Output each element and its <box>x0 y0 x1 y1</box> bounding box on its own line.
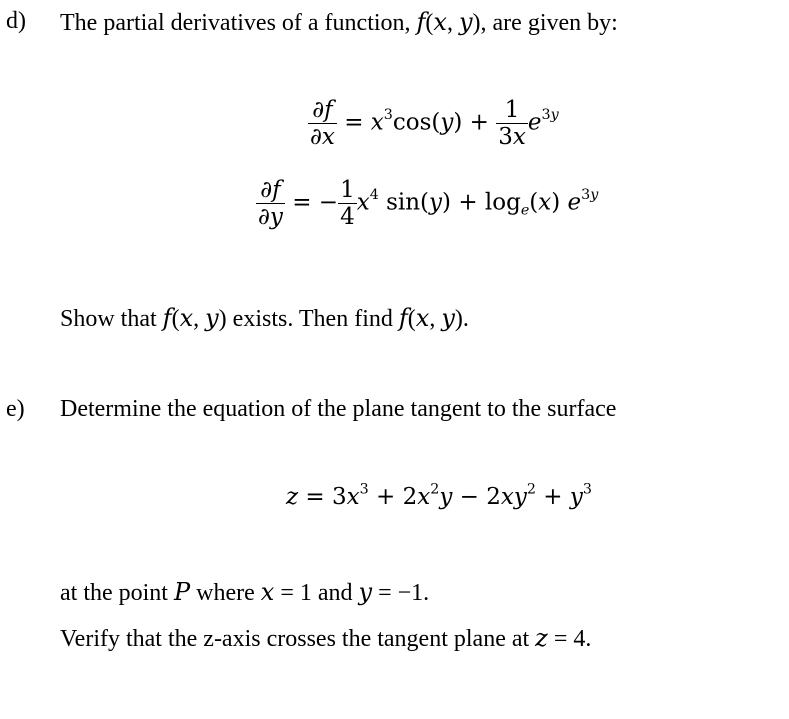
equation-df-dx: $\frac{\partial f}{\partial x}$ = $x^3\cos(y)$ + $\frac{1}{3x}$ $e^{3y}$ <box>310 97 559 151</box>
part-d-label: d) <box>6 8 26 34</box>
part-d-task: Show that f(x, y) exists. Then find f(x, y). <box>60 304 469 332</box>
part-d-intro: The partial derivatives of a function, f(x, y), are given by: <box>60 8 618 36</box>
fraction-df-dy: $\frac{\partial f}{\partial y}$ <box>258 177 283 231</box>
verify-text: Verify that the z-axis crosses the tangent plane at z = 4. <box>60 624 592 652</box>
fraction-df-dx: $\frac{\partial f}{\partial x}$ <box>310 97 335 151</box>
surface-equation: $z = 3x^3 + 2x^2y - 2xy^2 + y^3$ <box>286 481 592 510</box>
point-p-text: at the point P where x = 1 and y = −1. <box>60 578 430 606</box>
part-e-intro: Determine the equation of the plane tangent to the surface <box>60 396 617 422</box>
fraction-one-over-3x: $\frac{1}{3x}$ <box>498 97 526 151</box>
part-e-label: e) <box>6 396 25 422</box>
equation-df-dy: $\frac{\partial f}{\partial y}$ = − $\frac{1}{4}$ $x^4$ $\sin(y) + \log_e(x)$ $e^{3y}$ <box>258 177 599 231</box>
fraction-one-quarter: $\frac{1}{4}$ <box>340 177 355 231</box>
